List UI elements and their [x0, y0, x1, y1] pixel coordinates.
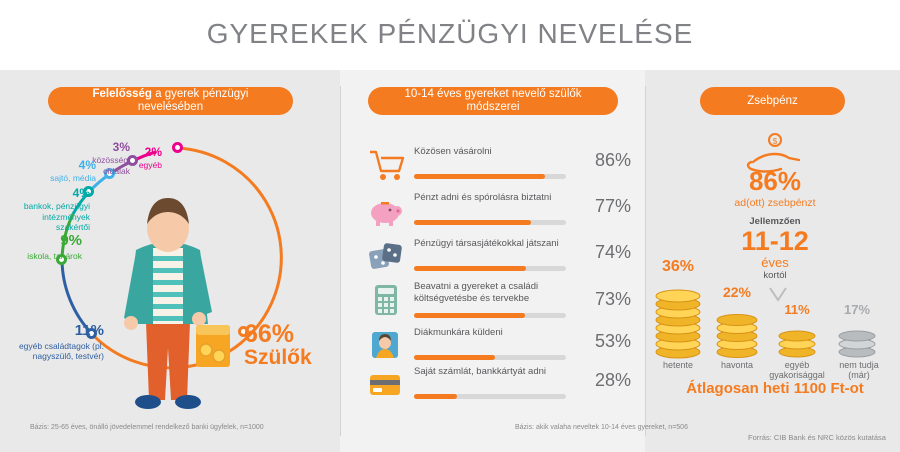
source-note: Forrás: CIB Bank és NRC közös kutatása — [748, 433, 886, 442]
method-value: 73% — [594, 289, 631, 309]
coin-label-havonta: havonta — [720, 360, 754, 370]
legend-item-bankok — [18, 186, 90, 233]
divider-left — [340, 86, 341, 436]
dice-icon — [368, 240, 404, 274]
method-bar-track — [414, 313, 566, 318]
typical-age-from: kortól — [763, 270, 787, 282]
legend-item-egyeb — [128, 145, 162, 171]
coin-stack-egyeb — [772, 326, 822, 358]
coin-pct-nem-tudja: 17% — [843, 302, 871, 317]
section-pill-methods: 10-14 éves gyereket nevelő szülők módszerei — [368, 87, 618, 115]
typical-age-caption: Jellemzően — [749, 216, 801, 227]
method-row — [368, 146, 630, 190]
section-pill-pocket-money: Zsebpénz — [700, 87, 845, 115]
bank-card-icon — [368, 368, 404, 402]
svg-text:$: $ — [772, 137, 778, 146]
legend-label-sajto: sajtó, média — [50, 173, 96, 183]
method-bar-track — [414, 394, 566, 399]
coin-stack-nem-tudja — [832, 326, 882, 358]
method-value: 74% — [594, 242, 631, 262]
calculator-icon — [368, 283, 404, 317]
boy-illustration — [124, 198, 230, 409]
divider-right — [645, 86, 646, 436]
coin-stack-hetente — [648, 288, 708, 358]
legend-item-iskola — [20, 232, 82, 261]
method-value: 53% — [594, 331, 631, 351]
average-weekly-amount: Átlagosan heti 1100 Ft-ot — [686, 380, 864, 397]
legend-pct-egyeb: 2% — [144, 145, 162, 159]
legend-label-iskola: iskola, tanárok — [27, 250, 82, 261]
legend-pct-bankok: 4% — [72, 186, 90, 200]
typical-age-value: 11-12 — [741, 226, 809, 256]
coin-label-nem-tudja: nem tudja (már) — [839, 360, 879, 380]
method-bar-fill — [414, 220, 531, 225]
legend-pct-kozossegi: 3% — [112, 140, 130, 154]
legend-pct-szulok: 66% — [244, 320, 295, 348]
coin-pct-hetente: 36% — [661, 258, 695, 275]
pocket-money-label: ad(ott) zsebpénzt — [734, 197, 816, 209]
method-row — [368, 238, 630, 282]
dot-egyeb — [172, 142, 183, 153]
method-label: Közösen vásárolni — [414, 146, 492, 157]
method-bar-track — [414, 220, 566, 225]
pill-rest-text: a gyerek pénzügyi nevelésében — [137, 88, 249, 113]
legend-item-sajto — [48, 158, 96, 184]
typical-age-unit: éves — [761, 255, 789, 271]
coin-pct-egyeb: 11% — [784, 302, 810, 317]
method-bar-fill — [414, 394, 457, 399]
coin-label-hetente: hetente — [662, 360, 694, 370]
shopping-cart-icon — [368, 148, 404, 182]
method-value: 86% — [594, 150, 631, 170]
method-bar-fill — [414, 313, 525, 318]
method-bar-track — [414, 266, 566, 271]
legend-pct-csaladtagok: 11% — [74, 322, 104, 339]
method-row — [368, 327, 630, 371]
method-row — [368, 366, 630, 410]
method-bar-fill — [414, 174, 545, 179]
piggy-bank-icon — [368, 194, 404, 228]
legend-label-csaladtagok: egyéb családtagok (pl. nagyszülő, testvér) — [18, 340, 104, 362]
method-row — [368, 192, 630, 236]
method-label: Pénzügyi társasjátékokkal játszani — [414, 238, 559, 249]
page-title: GYEREKEK PÉNZÜGYI NEVELÉSE — [206, 18, 694, 49]
legend-pct-sajto: 4% — [78, 158, 96, 172]
legend-label-szulok: Szülők — [244, 346, 312, 369]
base-note-left: Bázis: 25-65 éves, önálló jövedelemmel rendelkező banki ügyfelek, n=1000 — [30, 424, 264, 431]
method-row — [368, 281, 630, 325]
legend-label-kozossegi: közösségi oldalak — [92, 155, 130, 176]
base-note-middle: Bázis: akik valaha neveltek 10-14 éves gyereket, n=506 — [515, 424, 688, 431]
typical-age-block — [690, 216, 860, 281]
pocket-money-pct: 86% — [748, 166, 802, 196]
legend-label-bankok: bankok, pénzügyi intézmények szakértői — [23, 201, 90, 233]
legend-item-szulok — [244, 322, 312, 368]
method-value: 77% — [594, 196, 631, 216]
method-bar-fill — [414, 266, 526, 271]
coin-pct-havonta: 22% — [722, 284, 752, 300]
pill-strong-text: Felelősség — [92, 88, 152, 101]
method-label: Saját számlát, bankkártyát adni — [414, 366, 547, 377]
coin-stack-havonta — [710, 308, 764, 358]
method-bar-track — [414, 174, 566, 179]
method-bar-track — [414, 355, 566, 360]
method-label: Beavatni a gyereket a családi költségvetésbe és tervekbe — [414, 281, 539, 304]
coin-label-egyeb: egyéb gyakorisággal — [769, 360, 825, 380]
legend-item-csaladtagok — [8, 322, 104, 362]
method-label: Pénzt adni és spórolásra biztatni — [414, 192, 552, 203]
method-bar-fill — [414, 355, 495, 360]
method-value: 28% — [594, 370, 631, 390]
legend-pct-iskola: 9% — [60, 232, 82, 249]
legend-label-egyeb: egyéb — [138, 160, 162, 170]
pocket-money-share — [700, 168, 850, 209]
student-icon — [368, 329, 404, 363]
method-label: Diákmunkára küldeni — [414, 327, 503, 338]
